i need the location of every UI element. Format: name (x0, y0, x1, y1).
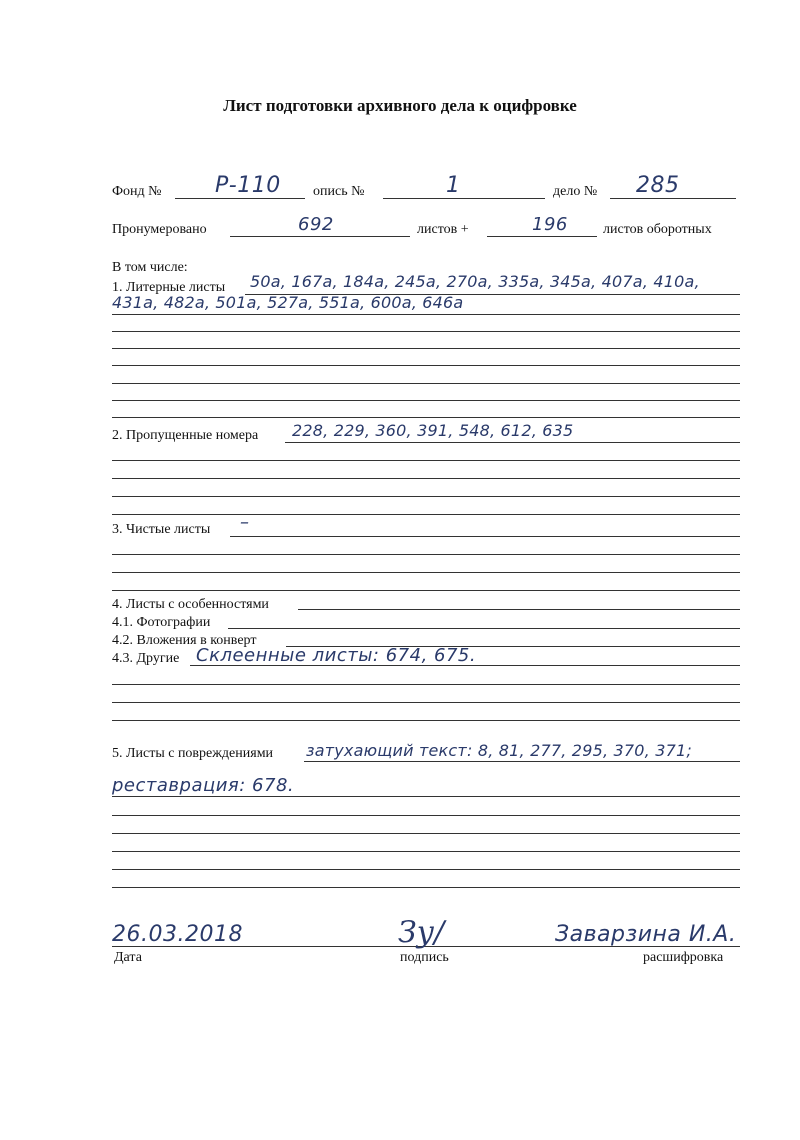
other-line-4 (112, 720, 740, 721)
blank-label: 3. Чистые листы (112, 522, 211, 537)
numbered-reverse-value: 196 (532, 214, 568, 235)
litera-line-5 (112, 365, 740, 366)
date-value: 26.03.2018 (112, 922, 243, 947)
missing-line-3 (112, 478, 740, 479)
damaged-line-1 (304, 761, 740, 762)
opis-value: 1 (446, 173, 461, 198)
missing-line-5 (112, 514, 740, 515)
fond-value: Р-110 (215, 173, 281, 198)
decoding-value: Заварзина И.А. (555, 922, 737, 947)
signature-label: подпись (400, 950, 449, 965)
other-label: 4.3. Другие (112, 651, 180, 666)
missing-line-2 (112, 460, 740, 461)
damaged-line-5 (112, 851, 740, 852)
delo-label: дело № (553, 184, 598, 199)
opis-label: опись № (313, 184, 365, 199)
litera-value-line1: 50а, 167а, 184а, 245а, 270а, 335а, 345а, 407а, 410а, (250, 272, 700, 291)
blank-line-1 (230, 536, 740, 537)
numbered-reverse-line (487, 236, 597, 237)
damaged-line-4 (112, 833, 740, 834)
damaged-line-7 (112, 887, 740, 888)
litera-value-line2: 431а, 482а, 501а, 527а, 551а, 600а, 646а (112, 293, 464, 312)
page-title: Лист подготовки архивного дела к оцифровке (223, 96, 577, 115)
including-label: В том числе: (112, 260, 188, 275)
blank-line-4 (112, 590, 740, 591)
special-label: 4. Листы с особенностями (112, 597, 269, 612)
photos-label: 4.1. Фотографии (112, 615, 211, 630)
litera-line-3 (112, 331, 740, 332)
missing-value: 228, 229, 360, 391, 548, 612, 635 (292, 421, 574, 440)
opis-line (383, 198, 545, 199)
litera-line-2 (112, 314, 740, 315)
numbered-label: Пронумеровано (112, 222, 207, 237)
litera-line-7 (112, 400, 740, 401)
decoding-label: расшифровка (643, 950, 724, 965)
damaged-value-line1: затухающий текст: 8, 81, 277, 295, 370, 371; (306, 741, 692, 760)
other-line-3 (112, 702, 740, 703)
blank-line-2 (112, 554, 740, 555)
numbered-reverse-label: листов оборотных (603, 222, 712, 237)
other-value: Склеенные листы: 674, 675. (196, 645, 477, 666)
damaged-line-2 (112, 796, 740, 797)
litera-line-6 (112, 383, 740, 384)
blank-value: – (240, 512, 250, 533)
fond-label: Фонд № (112, 184, 162, 199)
damaged-line-6 (112, 869, 740, 870)
damaged-value-line2: реставрация: 678. (112, 775, 295, 796)
numbered-sheets-label: листов + (417, 222, 469, 237)
missing-line-4 (112, 496, 740, 497)
blank-line-3 (112, 572, 740, 573)
delo-value: 285 (636, 173, 680, 198)
envelope-label: 4.2. Вложения в конверт (112, 633, 257, 648)
numbered-sheets-line (230, 236, 410, 237)
signature-mark: Зу/ (398, 915, 445, 950)
delo-line (610, 198, 736, 199)
missing-line-1 (285, 442, 740, 443)
litera-label: 1. Литерные листы (112, 280, 226, 295)
missing-label: 2. Пропущенные номера (112, 428, 259, 443)
damaged-line-3 (112, 815, 740, 816)
other-line-2 (112, 684, 740, 685)
date-label: Дата (114, 950, 142, 965)
litera-line-8 (112, 417, 740, 418)
damaged-label: 5. Листы с повреждениями (112, 746, 274, 761)
numbered-sheets-value: 692 (298, 214, 334, 235)
fond-line (175, 198, 305, 199)
photos-line (228, 628, 740, 629)
special-line (298, 609, 740, 610)
litera-line-4 (112, 348, 740, 349)
